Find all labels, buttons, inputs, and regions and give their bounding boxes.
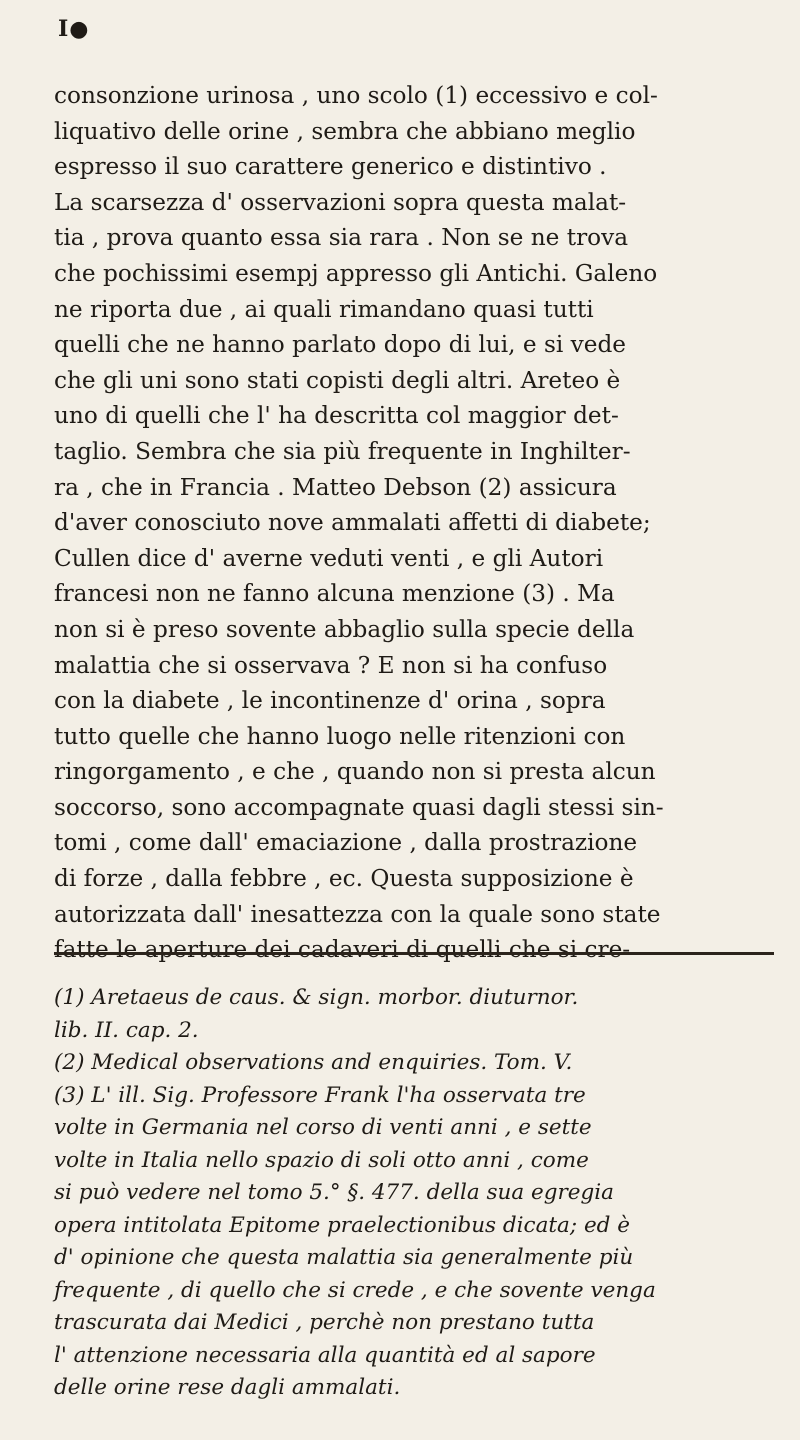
page-number: I● [58, 16, 90, 42]
text-line: ringorgamento , e che , quando non si presta alcun [54, 758, 656, 786]
footnote-line: (3) L' ill. Sig. Professore Frank l'ha osservata tre [54, 1082, 586, 1108]
text-line: ne riporta due , ai quali rimandano quasi tutti [54, 295, 594, 323]
text-line: di forze , dalla febbre , ec. Questa supposizione è [54, 865, 634, 893]
text-line: uno di quelli che l' ha descritta col maggior det- [54, 402, 619, 430]
footnote-line: volte in Italia nello spazio di soli otto anni , come [54, 1147, 589, 1173]
text-line: d'aver conosciuto nove ammalati affetti di diabete; [54, 509, 651, 537]
footnote-separator [54, 952, 774, 955]
text-line: che gli uni sono stati copisti degli altri. Areteo è [54, 366, 621, 394]
text-line: autorizzata dall' inesattezza con la quale sono state [54, 900, 661, 928]
footnote-line: opera intitolata Epitome praelectionibus dicata; ed è [54, 1212, 630, 1238]
text-line: liquativo delle orine , sembra che abbiano meglio [54, 117, 636, 145]
text-line: non si è preso sovente abbaglio sulla specie della [54, 615, 635, 643]
text-line: Cullen dice d' averne veduti venti , e gli Autori [54, 544, 604, 572]
footnote-line: delle orine rese dagli ammalati. [54, 1375, 401, 1400]
text-line: con la diabete , le incontinenze d' orina , sopra [54, 687, 606, 715]
footnote-line: si può vedere nel tomo 5.° §. 477. della sua egregia [54, 1180, 614, 1205]
text-line: tomi , come dall' emaciazione , dalla prostrazione [54, 829, 638, 857]
footnote-line: lib. II. cap. 2. [54, 1017, 199, 1043]
text-line: consonzione urinosa , uno scolo (1) eccessivo e col- [54, 82, 658, 109]
footnote-line: d' opinione che questa malattia sia generalmente più [54, 1245, 634, 1270]
footnote-line: (2) Medical observations and enquiries. Tom. V. [54, 1050, 573, 1075]
footnote-line: trascurata dai Medici , perchè non prestano tutta [54, 1310, 595, 1335]
footnote-line: volte in Germania nel corso di venti anni , e sette [54, 1115, 592, 1140]
text-line: francesi non ne fanno alcuna menzione (3) . Ma [54, 580, 615, 608]
text-line: quelli che ne hanno parlato dopo di lui, e si vede [54, 331, 627, 359]
text-line: fatte le aperture dei cadaveri di quelli che si cre- [54, 936, 631, 964]
text-line: soccorso, sono accompagnate quasi dagli stessi sin- [54, 793, 664, 821]
text-line: che pochissimi esempj appresso gli Antichi. Galeno [54, 259, 658, 287]
text-line: tia , prova quanto essa sia rara . Non se ne trova [54, 224, 629, 252]
footnotes-block [54, 982, 774, 1405]
text-line: espresso il suo carattere generico e distintivo . [54, 153, 607, 181]
text-line: malattia che si osservava ? E non si ha confuso [54, 651, 608, 679]
footnote-line: frequente , di quello che si crede , e che sovente venga [54, 1277, 656, 1303]
footnote-line: (1) Aretaeus de caus. & sign. morbor. diuturnor. [54, 985, 579, 1010]
text-line: tutto quelle che hanno luogo nelle ritenzioni con [54, 722, 626, 750]
main-text-block [54, 78, 774, 968]
footnote-line: l' attenzione necessaria alla quantità ed al sapore [54, 1342, 596, 1368]
text-line: taglio. Sembra che sia più frequente in Inghilter- [54, 437, 631, 465]
text-line: La scarsezza d' osservazioni sopra questa malat- [54, 188, 627, 216]
text-line: ra , che in Francia . Matteo Debson (2) assicura [54, 473, 617, 501]
